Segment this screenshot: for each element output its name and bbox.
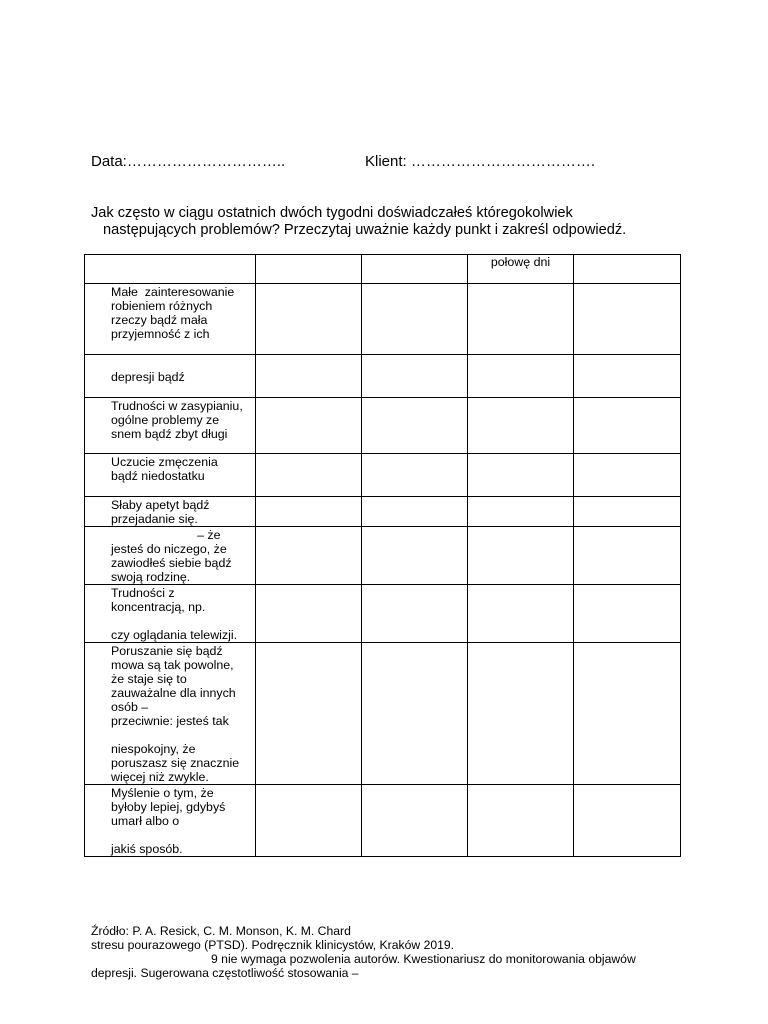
table-row <box>85 454 681 497</box>
answer-cell[interactable] <box>362 497 468 527</box>
source-line-2: stresu pourazowego (PTSD). Podręcznik klinicystów, Kraków 2019. <box>91 938 455 952</box>
answer-cell[interactable] <box>362 585 468 643</box>
answer-cell[interactable] <box>256 454 362 497</box>
row-question-text: Trudności w zasypianiu, ogólne problemy ze snem bądź zbyt długi <box>111 399 243 441</box>
answer-cell[interactable] <box>468 398 574 454</box>
answer-cell[interactable] <box>574 527 681 585</box>
intro-line-1: Jak często w ciągu ostatnich dwóch tygodni doświadczałeś któregokolwiek <box>91 205 573 221</box>
answer-cell[interactable] <box>362 527 468 585</box>
answer-cell[interactable] <box>468 527 574 585</box>
answer-cell[interactable] <box>256 785 362 857</box>
answer-cell[interactable] <box>256 643 362 785</box>
answer-cell[interactable] <box>468 454 574 497</box>
row-question-text: – że jesteś do niczego, że zawiodłeś siebie bądź swoją rodzinę. <box>111 528 232 584</box>
source-line-4: depresji. Sugerowana częstotliwość stosowania – <box>91 966 359 980</box>
answer-cell[interactable] <box>256 355 362 398</box>
answer-cell[interactable] <box>362 454 468 497</box>
row-question-text: Małe zainteresowanie robieniem różnych rzeczy bądź mała przyjemność z ich <box>111 285 235 341</box>
answer-cell[interactable] <box>574 585 681 643</box>
header-cell <box>574 255 681 284</box>
answer-cell[interactable] <box>574 284 681 355</box>
date-field-label: Data:………………………….. <box>91 153 286 170</box>
header-cell <box>85 255 256 284</box>
row-question-text: Trudności z koncentracją, np. czy oglądania telewizji. <box>111 586 238 642</box>
questionnaire-table <box>84 254 681 857</box>
answer-cell[interactable] <box>256 585 362 643</box>
row-question-text: Uczucie zmęczenia bądź niedostatku <box>111 455 218 483</box>
table-row <box>85 284 681 355</box>
source-line-3: 9 nie wymaga pozwolenia autorów. Kwestionariusz do monitorowania objawów <box>211 952 636 966</box>
table-row <box>85 497 681 527</box>
answer-cell[interactable] <box>362 284 468 355</box>
answer-cell[interactable] <box>468 284 574 355</box>
answer-cell[interactable] <box>362 398 468 454</box>
answer-cell[interactable] <box>574 785 681 857</box>
header-cell <box>362 255 468 284</box>
client-field-label: Klient: ………………………………. <box>365 153 596 170</box>
row-question-text: depresji bądź <box>111 370 185 384</box>
row-question-text: Myślenie o tym, że byłoby lepiej, gdybyś umarł albo o jakiś sposób. <box>111 786 226 856</box>
row-question-text: Poruszanie się bądź mowa są tak powolne, że staje się to zauważalne dla innych osób – przeciwnie: jesteś tak niespokojny, że poruszasz się znacznie więcej niż zwykle. <box>111 644 240 784</box>
answer-cell[interactable] <box>256 284 362 355</box>
answer-cell[interactable] <box>256 497 362 527</box>
answer-cell[interactable] <box>256 527 362 585</box>
table-row <box>85 785 681 857</box>
table-row <box>85 527 681 585</box>
answer-cell[interactable] <box>574 355 681 398</box>
answer-cell[interactable] <box>574 497 681 527</box>
answer-cell[interactable] <box>468 643 574 785</box>
header-cell-half-days: połowę dni <box>468 255 574 284</box>
table-row <box>85 398 681 454</box>
row-question-text: Słaby apetyt bądź przejadanie się. <box>111 498 210 526</box>
table-row <box>85 355 681 398</box>
intro-line-2: następujących problemów? Przeczytaj uważnie każdy punkt i zakreśl odpowiedź. <box>103 222 627 238</box>
source-line-1: Źródło: P. A. Resick, C. M. Monson, K. M. Chard <box>91 924 351 938</box>
answer-cell[interactable] <box>574 454 681 497</box>
answer-cell[interactable] <box>362 643 468 785</box>
table-header-row <box>85 255 681 284</box>
header-cell <box>256 255 362 284</box>
answer-cell[interactable] <box>468 785 574 857</box>
answer-cell[interactable] <box>574 398 681 454</box>
answer-cell[interactable] <box>468 585 574 643</box>
answer-cell[interactable] <box>468 497 574 527</box>
table-row <box>85 643 681 785</box>
answer-cell[interactable] <box>362 785 468 857</box>
answer-cell[interactable] <box>362 355 468 398</box>
answer-cell[interactable] <box>256 398 362 454</box>
answer-cell[interactable] <box>468 355 574 398</box>
table-row <box>85 585 681 643</box>
answer-cell[interactable] <box>574 643 681 785</box>
